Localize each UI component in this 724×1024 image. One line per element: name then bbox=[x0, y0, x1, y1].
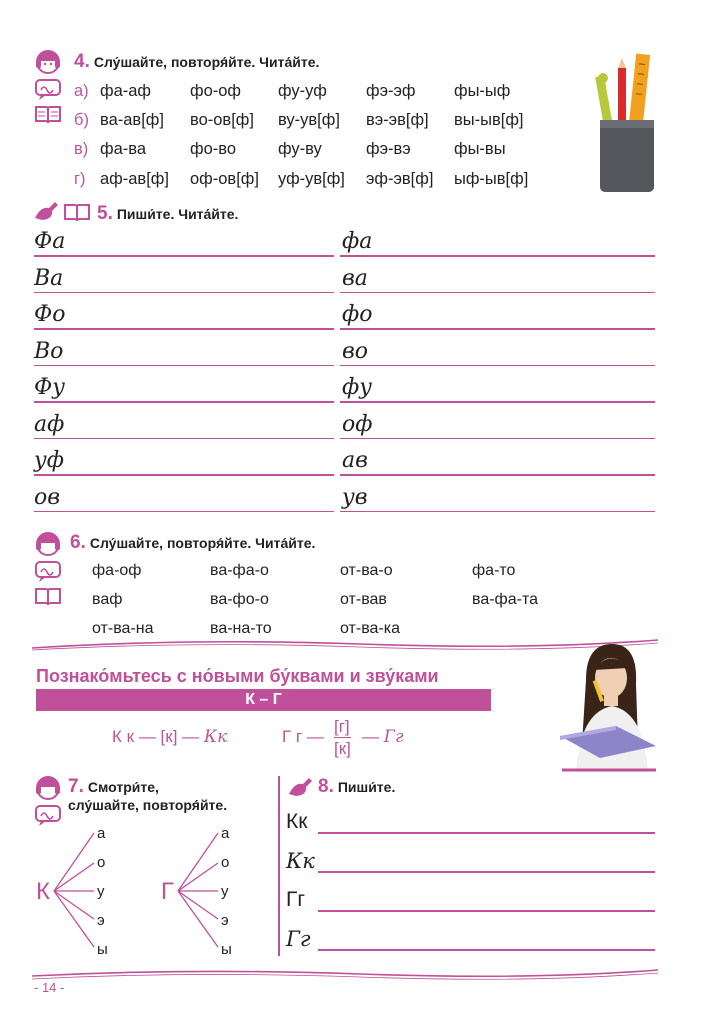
ex4-row-label: а) bbox=[74, 82, 89, 100]
ex6-cell: ва-фо-о bbox=[210, 591, 269, 608]
writing-line bbox=[340, 474, 655, 476]
speak-icon bbox=[34, 78, 62, 102]
cursive-left: аф bbox=[34, 411, 65, 437]
speak-icon bbox=[34, 560, 62, 584]
g-script: Гг bbox=[383, 727, 404, 747]
g-sound-top: [г] bbox=[334, 717, 350, 736]
ex6-cell: от-вав bbox=[340, 591, 387, 608]
ex7-title-line2: слу́шайте, повторя́йте. bbox=[68, 797, 228, 813]
ex8-print-letters: Гг bbox=[286, 888, 306, 911]
cursive-left: Фа bbox=[34, 229, 66, 254]
page-number: - 14 - bbox=[34, 980, 65, 995]
write-icon bbox=[32, 200, 60, 222]
ex4-cell: фо-во bbox=[190, 140, 237, 158]
intro-bar: К – Г bbox=[36, 689, 491, 711]
ex4-row-label: в) bbox=[74, 140, 89, 158]
cursive-right: фу bbox=[342, 375, 372, 400]
g-sounds bbox=[334, 716, 351, 759]
writing-line bbox=[34, 365, 334, 367]
writing-line bbox=[34, 255, 334, 257]
ex6-cell: фа-то bbox=[472, 562, 516, 579]
ex8-number: 8. bbox=[318, 776, 334, 797]
ex5-header bbox=[97, 203, 238, 225]
student-illustration bbox=[556, 640, 660, 772]
dash: — bbox=[306, 727, 324, 746]
writing-line bbox=[340, 401, 655, 403]
ex6-cell: от-ва-о bbox=[340, 562, 393, 579]
ex4-row-label: б) bbox=[74, 111, 89, 129]
ex7-number: 7. bbox=[68, 776, 84, 797]
listen-icon bbox=[34, 530, 62, 558]
g-fan-lines bbox=[174, 825, 224, 955]
ex7-k-letter: К bbox=[36, 878, 50, 905]
ex4-cell: фа-ва bbox=[100, 140, 147, 158]
ex6-cell: ваф bbox=[92, 591, 123, 608]
cursive-left: ов bbox=[34, 484, 61, 510]
k-vowel: ы bbox=[97, 941, 108, 958]
ex4-cell: вэ-эв[ф] bbox=[366, 111, 429, 129]
g-vowel: а bbox=[221, 825, 230, 842]
k-sound: [к] bbox=[160, 727, 178, 746]
ex4-title: Слу́шайте, повторя́йте. Чита́йте. bbox=[93, 54, 320, 70]
ex6-cell: от-ва-ка bbox=[340, 620, 400, 637]
writing-line bbox=[340, 438, 655, 440]
column-divider bbox=[278, 776, 280, 956]
ex8-cursive-letters: Гг bbox=[286, 927, 311, 951]
g-script-group bbox=[362, 727, 404, 747]
cursive-right: во bbox=[342, 338, 369, 364]
ex4-cell: фу-уф bbox=[278, 82, 327, 100]
cursive-right: фо bbox=[342, 302, 373, 327]
writing-line bbox=[318, 910, 655, 912]
pencil-cup-illustration bbox=[592, 48, 660, 194]
k-letter-group bbox=[112, 727, 227, 747]
writing-line bbox=[318, 949, 655, 951]
ex4-row-label: г) bbox=[74, 170, 86, 188]
g-vowel: у bbox=[221, 883, 229, 900]
ex5-title: Пиши́те. Чита́йте. bbox=[116, 206, 239, 222]
ex8-title: Пиши́те. bbox=[337, 779, 396, 795]
ex4-cell: фу-ву bbox=[278, 140, 322, 158]
g-vowel: о bbox=[221, 854, 230, 871]
ex6-number: 6. bbox=[70, 532, 86, 553]
ex5-number: 5. bbox=[97, 203, 113, 224]
ex6-cell: от-ва-на bbox=[92, 620, 154, 637]
ex7-g-letter: Г bbox=[161, 878, 174, 905]
cursive-right: фа bbox=[342, 229, 373, 254]
k-vowel: а bbox=[97, 825, 106, 842]
ex4-cell: фы-ыф bbox=[454, 82, 511, 100]
g-vowel: ы bbox=[221, 941, 232, 958]
g-sound-bottom: [к] bbox=[334, 739, 351, 758]
ex8-cursive-letters: Кк bbox=[286, 849, 315, 873]
cursive-right: оф bbox=[342, 411, 373, 437]
writing-line bbox=[340, 292, 655, 294]
k-fan-lines bbox=[50, 825, 100, 955]
intro-title: Познако́мьтесь с но́выми бу́квами и зву́ками bbox=[36, 666, 439, 686]
writing-line bbox=[318, 832, 655, 834]
ex4-cell: эф-эв[ф] bbox=[366, 170, 434, 188]
cursive-left: Во bbox=[34, 338, 64, 364]
writing-line bbox=[34, 474, 334, 476]
cursive-right: ав bbox=[342, 448, 368, 473]
ex6-cell: ва-на-то bbox=[210, 620, 272, 637]
ex4-cell: ву-ув[ф] bbox=[278, 111, 340, 129]
ex7-title-line1: Смотри́те, bbox=[87, 779, 159, 795]
writing-line bbox=[34, 328, 334, 330]
ex4-cell: ыф-ыв[ф] bbox=[454, 170, 529, 188]
dash: — bbox=[362, 727, 379, 746]
book-icon bbox=[34, 586, 62, 606]
listen-icon bbox=[34, 48, 62, 76]
writing-line bbox=[340, 328, 655, 330]
ex4-cell: ва-ав[ф] bbox=[100, 111, 164, 129]
g-print: Г г bbox=[282, 727, 303, 746]
ex4-cell: оф-ов[ф] bbox=[190, 170, 259, 188]
ex6-header bbox=[70, 532, 315, 554]
ex4-number: 4. bbox=[74, 51, 90, 72]
ex6-cell: ва-фа-о bbox=[210, 562, 269, 579]
ex8-header bbox=[318, 776, 395, 798]
ex4-cell: фэ-вэ bbox=[366, 140, 411, 158]
ex4-cell: фа-аф bbox=[100, 82, 151, 100]
write-icon bbox=[286, 776, 314, 798]
writing-line bbox=[318, 871, 655, 873]
k-vowel: э bbox=[97, 912, 105, 929]
ex8-print-letters: Кк bbox=[286, 810, 308, 833]
ex4-cell: фы-вы bbox=[454, 140, 506, 158]
ex6-title: Слу́шайте, повторя́йте. Чита́йте. bbox=[89, 535, 316, 551]
g-vowel: э bbox=[221, 912, 229, 929]
writing-line bbox=[340, 255, 655, 257]
cursive-left: Фу bbox=[34, 375, 66, 400]
ex4-header bbox=[74, 51, 319, 73]
ex4-cell: фэ-эф bbox=[366, 82, 416, 100]
ex4-cell: аф-ав[ф] bbox=[100, 170, 169, 188]
ex6-cell: фа-оф bbox=[92, 562, 142, 579]
book-icon bbox=[34, 104, 62, 124]
writing-line bbox=[340, 365, 655, 367]
k-vowel: у bbox=[97, 883, 105, 900]
writing-line bbox=[34, 511, 334, 513]
cursive-left: Ва bbox=[34, 265, 64, 291]
writing-line bbox=[340, 511, 655, 513]
book-icon bbox=[62, 202, 92, 222]
listen-icon bbox=[34, 774, 62, 802]
k-print: К к bbox=[112, 727, 135, 746]
cursive-right: ва bbox=[342, 265, 368, 291]
dash: — bbox=[138, 727, 156, 746]
cursive-left: Фо bbox=[34, 302, 66, 327]
k-script: Кк bbox=[203, 727, 228, 747]
dash: — bbox=[182, 727, 200, 746]
bottom-wave bbox=[30, 966, 660, 982]
k-vowel: о bbox=[97, 854, 106, 871]
cursive-left: уф bbox=[34, 448, 64, 473]
cursive-right: ув bbox=[342, 484, 368, 510]
writing-line bbox=[34, 292, 334, 294]
ex4-cell: фо-оф bbox=[190, 82, 241, 100]
ex4-cell: уф-ув[ф] bbox=[278, 170, 345, 188]
g-letter-group bbox=[282, 727, 324, 747]
ex6-cell: ва-фа-та bbox=[472, 591, 538, 608]
ex4-cell: вы-ыв[ф] bbox=[454, 111, 524, 129]
writing-line bbox=[34, 401, 334, 403]
ex7-header bbox=[68, 776, 159, 798]
writing-line bbox=[34, 438, 334, 440]
ex4-cell: во-ов[ф] bbox=[190, 111, 254, 129]
